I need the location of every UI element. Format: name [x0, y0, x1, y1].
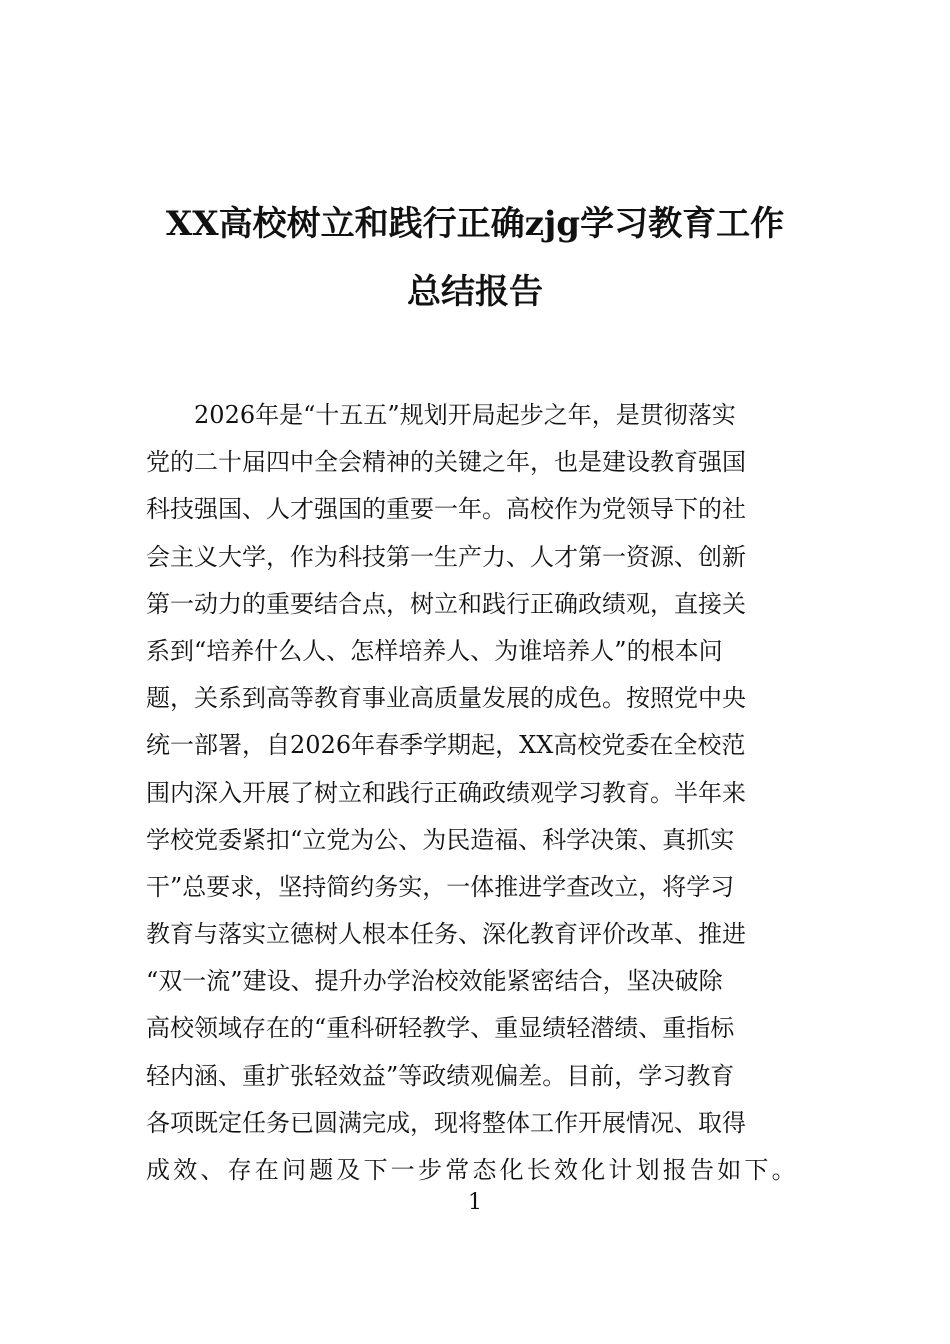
- paragraph-line: 会主义大学，作为科技第一生产力、人才第一资源、创新: [146, 542, 746, 571]
- paragraph-line: “双一流”建设、提升办学治校效能紧密结合，坚决破除: [146, 967, 723, 996]
- paragraph-line: 高校领域存在的“重科研轻教学、重显绩轻潜绩、重指标: [146, 1014, 735, 1043]
- paragraph-line: 系到“培养什么人、怎样培养人、为谁培养人”的根本问: [146, 636, 723, 665]
- body-paragraph: [146, 392, 811, 1194]
- paragraph-line: 干”总要求，坚持简约务实，一体推进学查改立，将学习: [146, 872, 735, 901]
- paragraph-line: 学校党委紧扣“立党为公、为民造福、科学决策、真抓实: [146, 825, 735, 854]
- paragraph-line: 围内深入开展了树立和践行正确政绩观学习教育。半年来: [146, 778, 746, 807]
- paragraph-line: 第一动力的重要结合点，树立和践行正确政绩观，直接关: [146, 589, 746, 618]
- paragraph-line: 轻内涵、重扩张轻效益”等政绩观偏差。目前，学习教育: [146, 1061, 735, 1090]
- paragraph-line: 教育与落实立德树人根本任务、深化教育评价改革、推进: [146, 920, 746, 949]
- paragraph-line: 2026年是“十五五”规划开局起步之年，是贯彻落实: [194, 401, 736, 429]
- paragraph-line: 题，关系到高等教育事业高质量发展的成色。按照党中央: [146, 684, 746, 713]
- title-line-1: XX高校树立和践行正确zjg学习教育工作: [165, 204, 785, 244]
- paragraph-line: 党的二十届四中全会精神的关键之年，也是建设教育强国: [146, 448, 746, 477]
- paragraph-line: 统一部署，自2026年春季学期起，XX高校党委在全校范: [146, 731, 746, 760]
- page-number: 1: [468, 1190, 482, 1215]
- document-title: [60, 190, 890, 326]
- paragraph-line: 各项既定任务已圆满完成，现将整体工作开展情况、取得: [146, 1108, 746, 1137]
- paragraph-line: 科技强国、人才强国的重要一年。高校作为党领导下的社: [146, 495, 746, 524]
- title-line-2: 总结报告: [407, 272, 543, 312]
- paragraph-line: 成效、存在问题及下一步常态化长效化计划报告如下。: [146, 1156, 799, 1184]
